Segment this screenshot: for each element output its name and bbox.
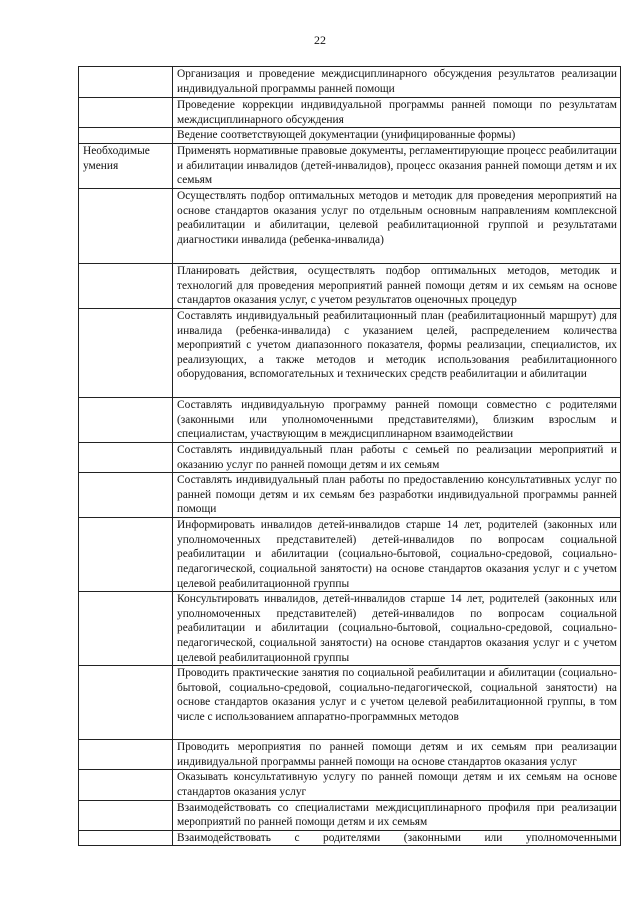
row-text: Применять нормативные правовые документы, регламентирующие процесс реабилитации и абилитации инвалидов (детей-инвалидов), процесс оказания ранней помощи детям и их семьям xyxy=(173,144,621,189)
necessary-skills-label: Необходимые умения xyxy=(79,144,173,189)
row-label xyxy=(79,263,173,308)
table-row xyxy=(79,397,621,442)
table-row xyxy=(79,98,621,128)
row-label xyxy=(79,518,173,592)
table-row xyxy=(79,666,621,740)
row-label xyxy=(79,98,173,128)
row-text: Информировать инвалидов детей-инвалидов старше 14 лет, родителей (законных или уполномоченных представителей) детей-инвалидов по вопросам социальной реабилитации и абилитации (социально-бытовой, социально-средовой, социально-педагогической, социальной занятости) на основе стандартов оказания услуг и с учетом целевой реабилитационной группы xyxy=(173,518,621,592)
table-row xyxy=(79,473,621,518)
row-label xyxy=(79,397,173,442)
row-label xyxy=(79,666,173,740)
row-text: Ведение соответствующей документации (унифицированные формы) xyxy=(173,128,621,144)
row-text: Составлять индивидуальный план работы с семьей по реализации мероприятий и оказанию услуг по ранней помощи детям и их семьям xyxy=(173,442,621,472)
row-text: Проводить мероприятия по ранней помощи детям и их семьям при реализации индивидуальной программы ранней помощи на основе стандартов оказания услуг xyxy=(173,740,621,770)
table-row xyxy=(79,308,621,397)
table-row xyxy=(79,128,621,144)
row-text: Осуществлять подбор оптимальных методов и методик для проведения мероприятий на основе стандартов оказания услуг по отдельным основным направлениям комплексной реабилитации и абилитации, целевой реабилитационной группой и результатами диагностики инвалида (ребенка-инвалида) xyxy=(173,188,621,263)
table-row xyxy=(79,67,621,98)
row-text: Составлять индивидуальный план работы по предоставлению консультативных услуг по ранней помощи детям и их семьям без разработки индивидуальной программы ранней помощи xyxy=(173,473,621,518)
table-row xyxy=(79,592,621,666)
table-row xyxy=(79,188,621,263)
row-label xyxy=(79,67,173,98)
row-label xyxy=(79,442,173,472)
table-row xyxy=(79,770,621,800)
competency-table xyxy=(78,66,621,846)
row-label xyxy=(79,770,173,800)
row-label xyxy=(79,128,173,144)
row-text: Проведение коррекции индивидуальной программы ранней помощи по результатам междисциплинарного обсуждения xyxy=(173,98,621,128)
table-row xyxy=(79,830,621,846)
row-label xyxy=(79,830,173,846)
row-label xyxy=(79,592,173,666)
row-label xyxy=(79,740,173,770)
row-text: Составлять индивидуальную программу ранней помощи совместно с родителями (законными или уполномоченными представителями), близким взрослым и специалистам, участвующим в междисциплинарном взаимодействии xyxy=(173,397,621,442)
row-text: Планировать действия, осуществлять подбор оптимальных методов, методик и технологий для проведения мероприятий ранней помощи детям и их семьям на основе стандартов оказания услуг, с учетом результатов оценочных процедур xyxy=(173,263,621,308)
row-text: Взаимодействовать с родителями (законными или уполномоченными xyxy=(173,830,621,846)
row-label xyxy=(79,308,173,397)
table-row xyxy=(79,144,621,189)
row-text: Проводить практические занятия по социальной реабилитации и абилитации (социально-бытовой, социально-средовой, социально-педагогической, социальной занятости) на основе стандартов оказания услуг и с учетом целевой реабилитационной группы, в том числе с использованием аппаратно-программных методов xyxy=(173,666,621,740)
row-label xyxy=(79,188,173,263)
row-label xyxy=(79,800,173,830)
page-number: 22 xyxy=(314,33,326,47)
row-text: Организация и проведение междисциплинарного обсуждения результатов реализации индивидуальной программы ранней помощи xyxy=(173,67,621,98)
table-row xyxy=(79,740,621,770)
table-row xyxy=(79,442,621,472)
row-text: Составлять индивидуальный реабилитационный план (реабилитационный маршрут) для инвалида (ребенка-инвалида) с указанием целей, распределением количества мероприятий с учетом диапазонного показателя, формы реализации, специалистов, их реализующих, а также методов и методик использования реабилитационного оборудования, вспомогательных и технических средств реабилитации и абилитации xyxy=(173,308,621,397)
table-row xyxy=(79,800,621,830)
row-text: Консультировать инвалидов, детей-инвалидов старше 14 лет, родителей (законных или уполномоченных представителей) детей-инвалидов по вопросам социальной реабилитации и абилитации (социально-бытовой, социально-средовой, социально-педагогической, социальной занятости) на основе стандартов оказания услуг и с учетом целевой реабилитационной группы xyxy=(173,592,621,666)
row-text: Оказывать консультативную услугу по ранней помощи детям и их семьям на основе стандартов оказания услуг xyxy=(173,770,621,800)
table-row xyxy=(79,518,621,592)
row-label xyxy=(79,473,173,518)
table-row xyxy=(79,263,621,308)
row-text: Взаимодействовать со специалистами междисциплинарного профиля при реализации мероприятий по ранней помощи детям и их семьям xyxy=(173,800,621,830)
